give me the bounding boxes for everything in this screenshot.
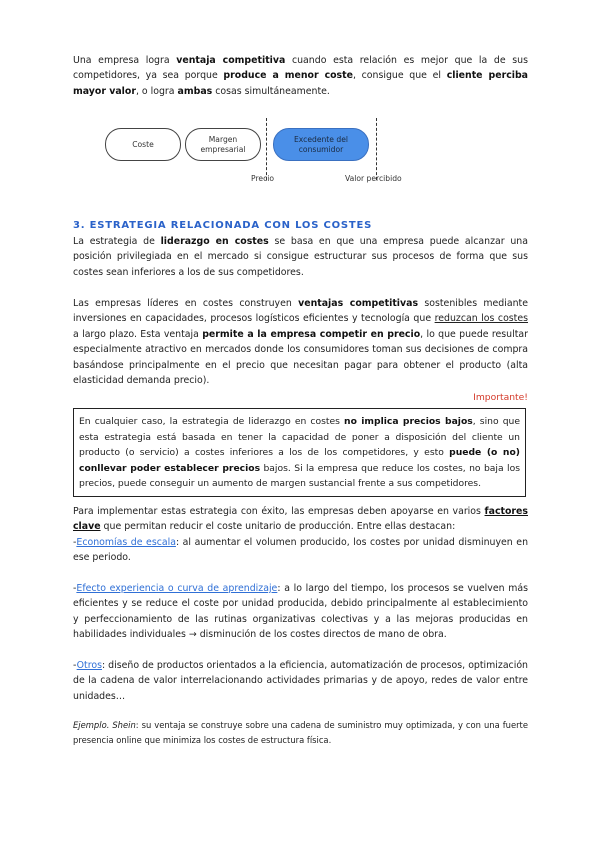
text: sostenibles mediante inversiones en capacidades, procesos logísticos eficientes y tecnología que [73,298,528,325]
underlined-text: reduzcan los costes [434,313,529,325]
text: bajos. Si la empresa que reduce los costes, no baja los precios, puede conseguir un aumento de margen sustancial frente a sus competidores. [79,462,520,490]
dash: - [73,537,77,548]
diagram-pill-coste [105,128,181,161]
example-paragraph [73,718,528,747]
text: : su ventaja se construye sobre una cadena de suministro muy optimizada, y con una fuerte presencia online que minimiza los costes de estructura física. [73,720,528,745]
text: , lo que puede resultar especialmente atractivo en mercados donde los consumidores toman sus decisiones de compra basándose principalmente en el precio que necesitan pagar para obtener el producto (alta elasticidad demanda precio). [73,328,529,387]
text: , sino que esta estrategia está basada en tener la capacidad de poner a disposición del cliente un producto (o servicio) a costes inferiores a los de los competidores, y esto [79,416,520,459]
text: , consigue que el [352,70,447,82]
important-box [73,408,526,497]
factors-intro [73,504,528,535]
factor-economias [73,535,528,566]
label-precio: Precio [251,174,275,183]
bold-underlined-text: factores clave [73,506,528,533]
bold-text: no implica precios bajos [344,416,473,427]
bold-text: ventaja competitiva [176,55,286,66]
factor-link[interactable]: Otros [76,660,102,671]
example-label: Ejemplo. Shein [73,720,136,730]
factor-link[interactable]: Efecto experiencia o curva de aprendizaje [76,583,278,594]
text: que permitan reducir el coste unitario de producción. Entre ellas destacan: [100,521,456,533]
bold-text: cliente perciba mayor valor [73,70,529,97]
pill-label: Coste [132,139,154,149]
diagram-pill-margen [185,128,261,161]
section-paragraph-2 [73,296,528,388]
important-text [79,414,520,492]
intro-paragraph [73,53,528,99]
text: La estrategia de [73,236,161,247]
text: Las empresas líderes en costes construyen [73,298,299,309]
bold-text: produce a menor coste [223,70,353,82]
diagram-pill-excedente [273,128,369,161]
dash: - [73,583,77,594]
important-label: Importante! [473,392,528,403]
factor-experiencia [73,581,528,643]
section-paragraph-1 [73,234,528,280]
text: , o logra [135,85,178,97]
bold-text: permite a la empresa competir en precio [202,328,421,340]
text: : a lo largo del tiempo, los procesos se vuelven más eficientes y se reduce el coste por unidad producida, debido principalmente al establecimiento y perfeccionamiento de las rutinas organizativas colectivas y a las mejoras producidas en habilidades individuales → disminución de los costes directos de mano de obra. [73,583,528,641]
bold-text: ambas [177,85,213,97]
factor-otros [73,658,528,704]
value-diagram [73,118,528,198]
text: cuando esta relación es mejor que la de sus competidores, ya sea porque [73,55,528,82]
text: cosas simultáneamente. [212,85,330,97]
pill-label: consumidor [298,144,344,154]
pill-label: empresarial [200,144,246,154]
pill-label: Margen [208,134,238,144]
bold-text: liderazgo en costes [160,236,269,247]
label-valor-percibido: Valor percibido [345,174,402,183]
value-divider-line [376,118,377,180]
text: se basa en que una empresa puede alcanzar una posición privilegiada en el mercado si consigue estructurar sus procesos de forma que sus costes sean inferiores a los de sus competidores. [73,236,528,278]
section-heading: 3. ESTRATEGIA RELACIONADA CON LOS COSTES [73,220,373,231]
bold-text: ventajas competitivas [298,298,419,309]
text: En cualquier caso, la estrategia de liderazgo en costes [79,416,345,427]
pill-label: Excedente del [294,134,348,144]
text: : diseño de productos orientados a la eficiencia, automatización de procesos, optimización de la cadena de valor interrelacionando actividades primarias y de apoyo, redes de valor entre unidades… [73,660,528,702]
text: Para implementar estas estrategia con éxito, las empresas deben apoyarse en varios [73,506,485,517]
text: : al aumentar el volumen producido, los costes por unidad disminuyen en ese periodo. [73,537,529,564]
text: Una empresa logra [73,55,177,66]
factor-link[interactable]: Economías de escala [76,537,176,548]
text: a largo plazo. Esta ventaja [73,328,203,340]
bold-text: puede (o no) conllevar poder establecer precios [79,447,520,474]
dash: - [73,660,77,671]
price-divider-line [266,118,267,180]
